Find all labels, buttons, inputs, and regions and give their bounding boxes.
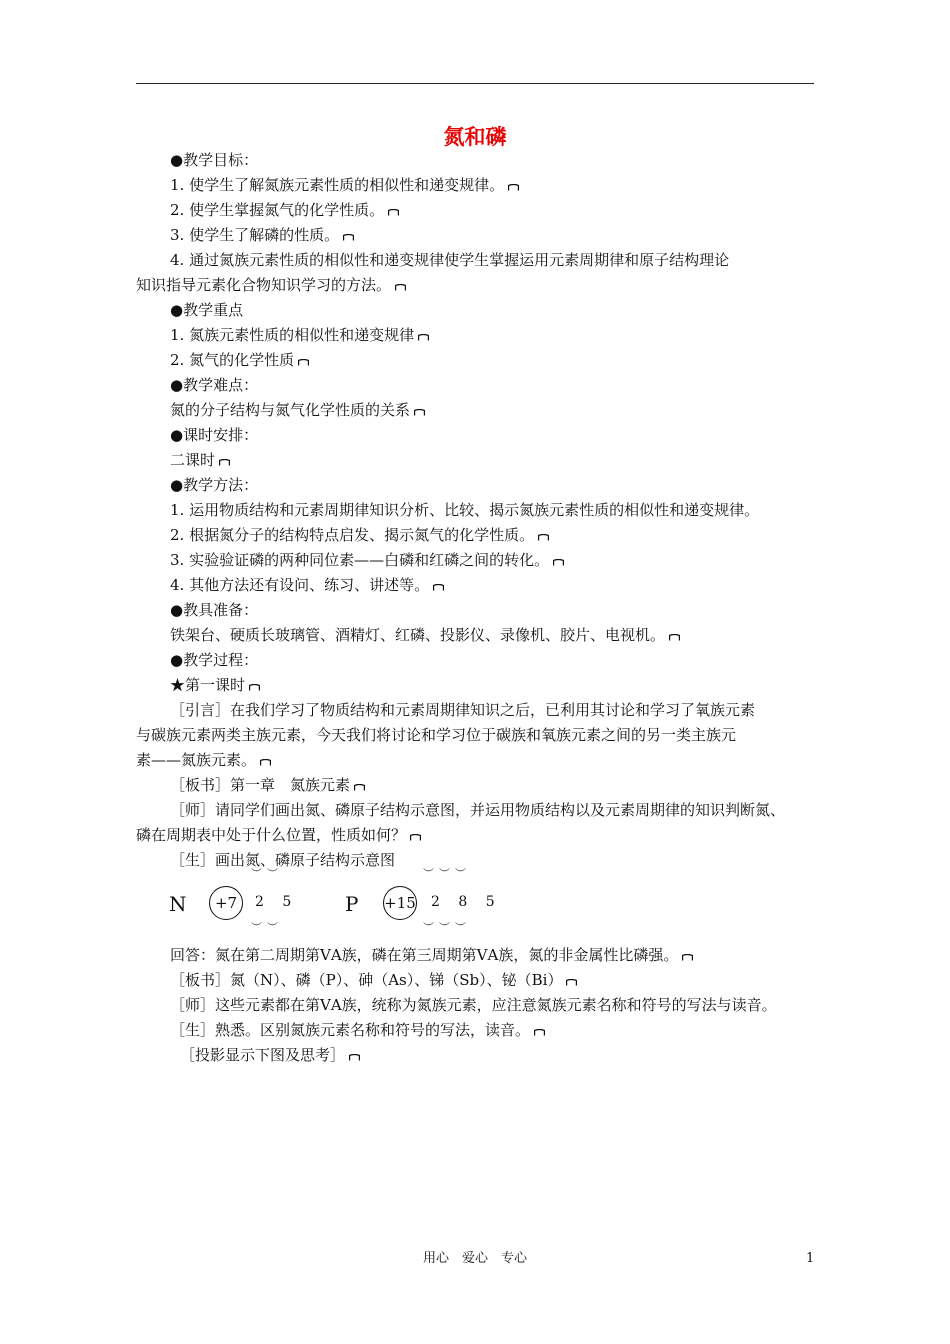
text-line [170,325,429,345]
text-line-content: 1. 运用物质结构和元素周期律知识分析、比较、揭示氮族元素性质的相似性和递变规律。 [170,501,760,519]
text-line-content: 2. 根据氮分子的结构特点启发、揭示氮气的化学性质。 [170,526,535,544]
text-line [180,1045,360,1065]
text-line [170,800,785,820]
text-line-content: ●教学过程： [170,651,259,669]
text-line-content: ★第一课时 [170,676,246,694]
text-line-content: ［生］熟悉。区别氮族元素名称和符号的写法，读音。 [170,1021,531,1039]
text-line [170,225,354,245]
paragraph-mark-icon [534,1029,545,1036]
paragraph-mark-icon [388,209,399,216]
text-line-content: 1. 使学生了解氮族元素性质的相似性和递变规律。 [170,176,505,194]
text-line-content: ●课时安排： [170,426,259,444]
text-line-content: 磷在周期表中处于什么位置，性质如何？ [136,826,407,844]
text-line-content: ［生］画出氮、磷原子结构示意图 [170,851,396,869]
header-rule [136,83,814,84]
text-line-content: 4. 其他方法还有设问、练习、讲述等。 [170,576,430,594]
text-line-content: 1. 氮族元素性质的相似性和递变规律 [170,326,415,344]
text-line-content: 知识指导元素化合物知识学习的方法。 [136,276,392,294]
paragraph-mark-icon [260,759,271,766]
paragraph-mark-icon [682,954,693,961]
text-line [170,350,309,370]
text-line [170,525,549,545]
text-line [170,945,693,965]
text-line-content: ［师］请同学们画出氮、磷原子结构示意图，并运用物质结构以及元素周期律的知识判断氮、 [170,801,786,819]
text-line-content: ［板书］氮（N）、磷（P）、砷（As）、锑（Sb）、铋（Bi） [170,971,563,989]
text-line-content: 3. 实验验证磷的两种同位素——白磷和红磷之间的转化。 [170,551,550,569]
text-line-content: 2. 使学生掌握氮气的化学性质。 [170,201,385,219]
text-line [136,725,736,745]
text-line [170,500,759,520]
text-line-content: ［投影显示下图及思考］ [180,1046,346,1064]
text-line [170,625,680,645]
text-line [170,600,258,620]
text-line [170,995,777,1015]
text-line [170,400,425,420]
paragraph-mark-icon [418,334,429,341]
text-line [170,375,258,395]
text-line [170,970,577,990]
text-line [136,275,406,295]
paragraph-mark-icon [298,359,309,366]
nitrogen-shell-arcs-bottom: ︶︶ [251,921,283,934]
paragraph-mark-icon [395,284,406,291]
text-line [170,675,260,695]
nitrogen-shell-arcs-top: ︶︶ [251,867,283,880]
text-line-content: ［板书］第一章 氮族元素 [170,776,351,794]
atomic-structure-diagram [165,868,505,940]
phosphorus-shell-electrons: 2 8 5 [431,894,502,910]
text-line-content: ●教学方法： [170,476,259,494]
paragraph-mark-icon [433,584,444,591]
text-line [170,150,258,170]
text-line [170,300,243,320]
text-line-content: ●教具准备： [170,601,259,619]
text-line-content: 3. 使学生了解磷的性质。 [170,226,340,244]
paragraph-mark-icon [566,979,577,986]
phosphorus-shell-arcs-bottom: ︶︶︶ [423,921,471,934]
nitrogen-nucleus: +7 [209,886,243,920]
footer-motto: 用心 爱心 专心 [422,1251,527,1266]
text-line [170,575,444,595]
phosphorus-shell-arcs-top: ︶︶︶ [423,867,471,880]
text-line-content: ［师］这些元素都在第ⅤA族，统称为氮族元素，应注意氮族元素名称和符号的写法与读音。 [170,996,777,1014]
paragraph-mark-icon [249,684,260,691]
nitrogen-symbol: N [169,892,187,916]
text-line-content: 二课时 [170,451,216,469]
text-line-content: ●教学目标： [170,151,259,169]
text-line [170,475,258,495]
paragraph-mark-icon [410,834,421,841]
text-line [170,425,258,445]
text-line [136,825,421,845]
text-line-content: ●教学重点 [170,301,244,319]
paragraph-mark-icon [343,234,354,241]
paragraph-mark-icon [669,634,680,641]
text-line-content: 回答：氮在第二周期第ⅤA族，磷在第三周期第ⅤA族，氮的非金属性比磷强。 [170,946,679,964]
text-line [170,700,755,720]
text-line [170,175,519,195]
text-line [170,450,230,470]
text-line-content: 2. 氮气的化学性质 [170,351,295,369]
paragraph-mark-icon [349,1054,360,1061]
text-line-content: 氮的分子结构与氮气化学性质的关系 [170,401,411,419]
paragraph-mark-icon [219,459,230,466]
text-line [170,550,564,570]
text-line-content: ［引言］在我们学习了物质结构和元素周期律知识之后，已利用其讨论和学习了氧族元素 [170,701,756,719]
text-line [170,250,729,270]
text-line-content: 素——氮族元素。 [136,751,257,769]
page-title: 氮和磷 [443,124,507,149]
page-number: 1 [806,1251,815,1266]
paragraph-mark-icon [414,409,425,416]
phosphorus-nucleus: +15 [383,886,417,920]
text-line-content: 与碳族元素两类主族元素，今天我们将讨论和学习位于碳族和氧族元素之间的另一类主族元 [136,726,737,744]
text-line [170,200,399,220]
text-line-content: 4. 通过氮族元素性质的相似性和递变规律使学生掌握运用元素周期律和原子结构理论 [170,251,730,269]
paragraph-mark-icon [538,534,549,541]
nitrogen-shell-electrons: 2 5 [255,894,299,910]
text-line [136,750,271,770]
text-line-content: ●教学难点： [170,376,259,394]
paragraph-mark-icon [354,784,365,791]
text-line [170,775,365,795]
phosphorus-symbol: P [345,892,359,916]
text-line-content: 铁架台、硬质长玻璃管、酒精灯、红磷、投影仪、录像机、胶片、电视机。 [170,626,666,644]
paragraph-mark-icon [508,184,519,191]
text-line [170,650,258,670]
paragraph-mark-icon [553,559,564,566]
text-line [170,1020,545,1040]
